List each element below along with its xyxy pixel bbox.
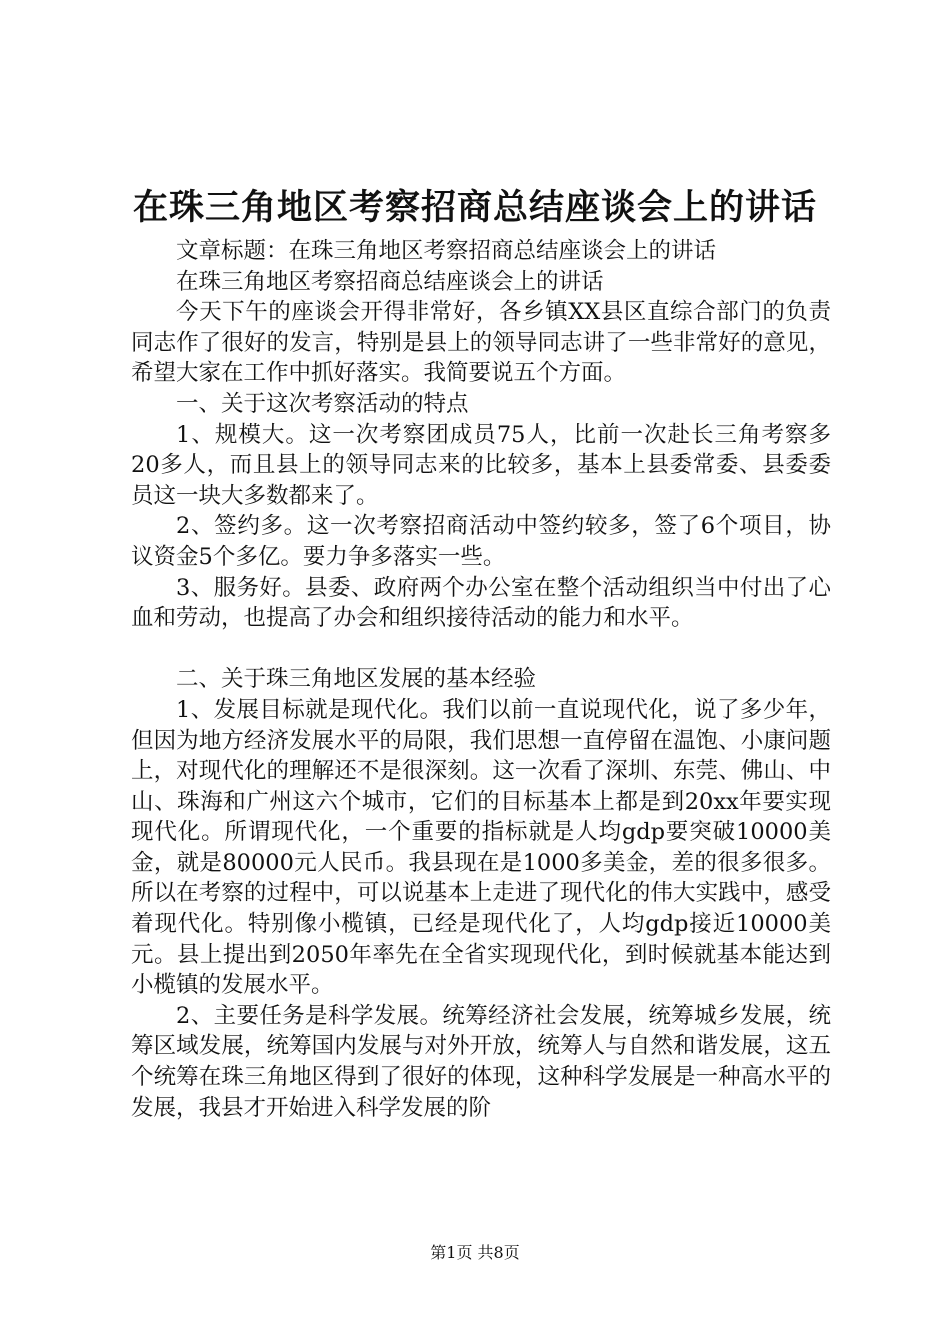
document-body — [131, 236, 831, 1123]
paragraph-item-service: 3、服务好。县委、政府两个办公室在整个活动组织当中付出了心血和劳动，也提高了办会和组织接待活动的能力和水平。 — [131, 574, 831, 632]
paragraph-subtitle: 在珠三角地区考察招商总结座谈会上的讲话 — [176, 268, 604, 295]
paragraph-item-scale: 1、规模大。这一次考察团成员75人，比前一次赴长三角考察多20多人，而且县上的领导同志来的比较多，基本上县委常委、县委委员这一块大多数都来了。 — [131, 421, 831, 509]
paragraph-item-scientific-development: 2、主要任务是科学发展。统筹经济社会发展，统筹城乡发展，统筹区域发展，统筹国内发展与对外开放，统筹人与自然和谐发展，这五个统筹在珠三角地区得到了很好的体现，这种科学发展是一种高水平的发展，我县才开始进入科学发展的阶 — [131, 1002, 831, 1121]
paragraph-intro: 今天下午的座谈会开得非常好，各乡镇XX县区直综合部门的负责同志作了很好的发言，特别是县上的领导同志讲了一些非常好的意见，希望大家在工作中抓好落实。我简要说五个方面。 — [131, 299, 831, 387]
section-heading-1: 一、关于这次考察活动的特点 — [176, 390, 469, 417]
paragraph-article-heading: 文章标题：在珠三角地区考察招商总结座谈会上的讲话 — [176, 238, 717, 264]
page-footer: 第1页 共8页 — [430, 1243, 520, 1262]
document-title: 在珠三角地区考察招商总结座谈会上的讲话 — [132, 187, 817, 228]
section-heading-2: 二、关于珠三角地区发展的基本经验 — [176, 666, 537, 693]
paragraph-item-modernization: 1、发展目标就是现代化。我们以前一直说现代化，说了多少年，但因为地方经济发展水平的局限，我们思想一直停留在温饱、小康问题上，对现代化的理解还不是很深刻。这一次看了深圳、东莞、佛山、中山、珠海和广州这六个城市，它们的目标基本上都是到20xx年要实现现代化。所谓现代化，一个重要的指标就是人均gdp要突破10000美金，就是80000元人民币。我县现在是1000多美金，差的很多很多。所以在考察的过程中，可以说基本上走进了现代化的伟大实践中，感受着现代化。特别像小榄镇，已经是现代化了，人均gdp接近10000美元。县上提出到2050年率先在全省实现现代化，到时候就基本能达到小榄镇的发展水平。 — [131, 696, 831, 999]
paragraph-item-contracts: 2、签约多。这一次考察招商活动中签约较多，签了6个项目，协议资金5个多亿。要力争多落实一些。 — [131, 513, 831, 570]
